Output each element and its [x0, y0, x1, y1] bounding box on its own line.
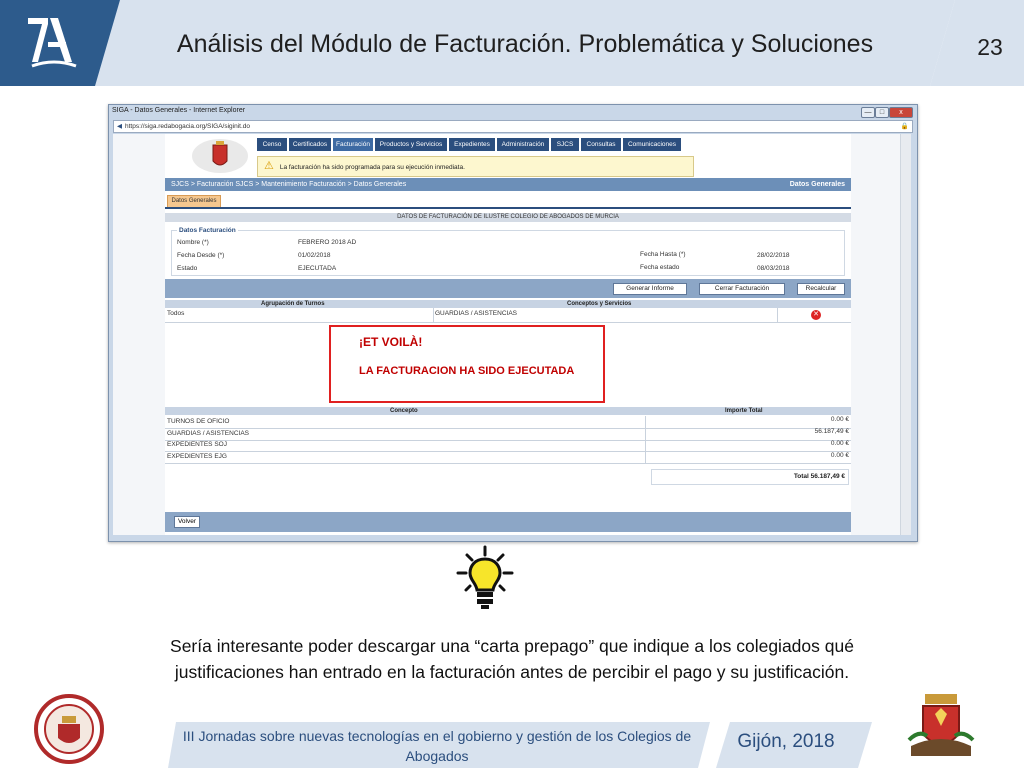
- close-button[interactable]: x: [889, 107, 913, 118]
- menu-certificados[interactable]: Certificados: [289, 138, 331, 151]
- breadcrumb-text: SJCS > Facturación SJCS > Mantenimiento Facturación > Datos Generales: [171, 181, 407, 188]
- fecha-hasta-value: 28/02/2018: [757, 252, 790, 259]
- colegio-crest-icon: [189, 137, 251, 175]
- col-concepto: Concepto: [390, 408, 418, 414]
- abogacia-logo-icon: [14, 0, 100, 86]
- address-text: https://siga.redabogacia.org/SIGA/siginit.do: [125, 123, 251, 130]
- estado-label: Estado: [177, 265, 198, 272]
- menu-productos-servicios[interactable]: Productos y Servicios: [375, 138, 447, 151]
- lock-icon: 🔒: [900, 123, 909, 130]
- nombre-label: Nombre (*): [177, 239, 209, 246]
- callout-title: ¡ET VOILÀ!: [359, 335, 423, 349]
- vertical-scrollbar[interactable]: [900, 134, 911, 535]
- footer-event-text: III Jornadas sobre nuevas tecnologías en el gobierno y gestión de los Colegios de Abogados: [182, 728, 692, 764]
- delete-icon[interactable]: ✕: [811, 310, 821, 320]
- concept-row-3-label: EXPEDIENTES EJG: [167, 453, 227, 460]
- menu-sjcs[interactable]: SJCS: [551, 138, 579, 151]
- warning-icon: ⚠: [264, 160, 274, 172]
- estado-value: EJECUTADA: [298, 265, 337, 272]
- row-divider: [165, 463, 851, 464]
- total-value: Total 56.187,49 €: [793, 473, 845, 480]
- minimize-button[interactable]: —: [861, 107, 875, 118]
- browser-window: [108, 104, 918, 542]
- nombre-value: FEBRERO 2018 AD: [298, 239, 357, 246]
- slide-number: 23: [977, 34, 1003, 60]
- callout-message: LA FACTURACION HA SIDO EJECUTADA: [359, 365, 575, 377]
- fecha-hasta-label: Fecha Hasta (*): [640, 251, 686, 258]
- notice-text: La facturación ha sido programada para su ejecución inmediata.: [279, 164, 465, 171]
- volver-button[interactable]: Volver: [174, 516, 200, 528]
- fieldset-legend: Datos Facturación: [179, 227, 236, 234]
- col-divider: [777, 308, 778, 322]
- concept-row-2-label: EXPEDIENTES SOJ: [167, 441, 227, 448]
- tab-datos-generales[interactable]: Datos Generales: [167, 195, 221, 208]
- fecha-estado-label: Fecha estado: [640, 264, 680, 271]
- concept-row-1-value: 56.187,49 €: [814, 428, 849, 435]
- menu-consultas[interactable]: Consultas: [581, 138, 621, 151]
- menu-expedientes[interactable]: Expedientes: [449, 138, 495, 151]
- col-divider: [433, 308, 434, 322]
- menu-facturacion[interactable]: Facturación: [333, 138, 373, 151]
- facturacion-fieldset: [171, 230, 845, 276]
- concept-row-2-value: 0.00 €: [830, 440, 849, 447]
- fecha-desde-label: Fecha Desde (*): [177, 252, 225, 259]
- breadcrumb: [165, 178, 851, 191]
- col-divider: [645, 416, 646, 464]
- back-icon[interactable]: ◀: [117, 123, 122, 130]
- cerrar-facturacion-button[interactable]: Cerrar Facturación: [699, 283, 785, 295]
- page-footer-bar: [165, 512, 851, 532]
- col-agrupacion-turnos: Agrupación de Turnos: [261, 301, 325, 307]
- row-divider: [165, 322, 851, 323]
- concept-row-0-value: 0.00 €: [830, 416, 849, 423]
- row-divider: [165, 451, 851, 452]
- success-callout: [329, 325, 605, 403]
- address-bar[interactable]: [113, 120, 913, 133]
- breadcrumb-page-title: Datos Generales: [789, 181, 845, 188]
- col-conceptos-servicios: Conceptos y Servicios: [567, 301, 632, 307]
- concept-table-header: [165, 407, 851, 415]
- fecha-estado-value: 08/03/2018: [757, 265, 790, 272]
- generar-informe-button[interactable]: Generar Informe: [613, 283, 687, 295]
- menu-comunicaciones[interactable]: Comunicaciones: [623, 138, 681, 151]
- lightbulb-icon: [455, 545, 515, 611]
- row-divider: [165, 428, 851, 429]
- fecha-desde-value: 01/02/2018: [298, 252, 331, 259]
- maximize-button[interactable]: □: [875, 107, 889, 118]
- colegio-abogados-salamanca-seal-icon: [34, 694, 104, 764]
- notice-banner: [257, 156, 694, 177]
- menu-administracion[interactable]: Administración: [497, 138, 549, 151]
- tab-divider: [165, 207, 851, 209]
- turnos-row-agrupacion: Todos: [167, 310, 185, 317]
- menu-censo[interactable]: Censo: [257, 138, 287, 151]
- turnos-row-concepto: GUARDIAS / ASISTENCIAS: [435, 310, 517, 317]
- abogacia-oviedo-crest-icon: [905, 690, 977, 762]
- turnos-table-header: [165, 300, 851, 308]
- footer-city-text: Gijón, 2018: [737, 731, 835, 752]
- slide-title: Análisis del Módulo de Facturación. Problemática y Soluciones: [176, 30, 874, 58]
- section-header: DATOS DE FACTURACIÓN DE ILUSTRE COLEGIO DE ABOGADOS DE MURCIA: [165, 213, 851, 222]
- concept-row-0-label: TURNOS DE OFICIO: [167, 418, 230, 425]
- window-title: SIGA - Datos Generales - Internet Explorer: [112, 107, 246, 114]
- concept-row-3-value: 0.00 €: [830, 452, 849, 459]
- concept-row-1-label: GUARDIAS / ASISTENCIAS: [167, 430, 249, 437]
- action-bar: [165, 279, 851, 298]
- row-divider: [165, 440, 851, 441]
- body-paragraph: Sería interesante poder descargar una “carta prepago” que indique a los colegiados qué justificaciones han entrado en la facturación antes de percibir el pago y su justificación.: [170, 636, 854, 682]
- col-importe-total: Importe Total: [725, 408, 763, 414]
- recalcular-button[interactable]: Recalcular: [797, 283, 845, 295]
